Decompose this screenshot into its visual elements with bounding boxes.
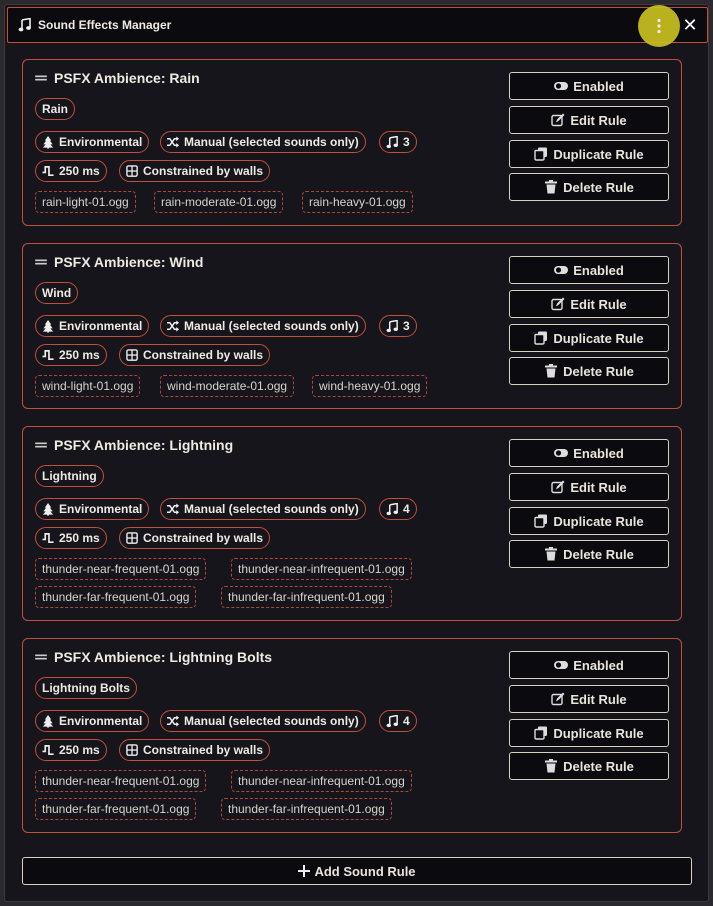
window-title: Sound Effects Manager (38, 18, 172, 32)
enabled-toggle-button[interactable] (509, 72, 669, 100)
rule-title-text: PSFX Ambience: Rain (54, 70, 200, 86)
tag-pill (35, 282, 78, 304)
delay-label: 250 ms (59, 743, 100, 757)
duplicate-rule-button[interactable] (509, 140, 669, 168)
grid-icon (126, 532, 139, 545)
delete-rule-button[interactable] (509, 357, 669, 385)
sound-count-pill (379, 710, 417, 732)
tag-label: Rain (42, 102, 69, 116)
sound-file-chip: rain-heavy-01.ogg (302, 191, 413, 213)
constraint-pill (119, 160, 270, 182)
delete-rule-button[interactable] (509, 540, 669, 568)
sound-rule-card (22, 243, 682, 409)
tag-label: Lightning (42, 469, 97, 483)
edit-rule-label: Edit Rule (570, 296, 627, 312)
duplicate-rule-button[interactable] (509, 507, 669, 535)
delay-pill (35, 527, 107, 549)
copy-icon (534, 147, 548, 161)
sound-count-label: 4 (403, 714, 410, 728)
mode-label: Manual (selected sounds only) (184, 714, 359, 728)
category-label: Environmental (59, 714, 143, 728)
sound-file-chip: rain-light-01.ogg (35, 191, 136, 213)
sound-file-chip: thunder-near-infrequent-01.ogg (231, 770, 412, 792)
tree-icon (42, 320, 55, 333)
edit-icon (551, 297, 565, 311)
toggle-icon (554, 446, 568, 460)
shuffle-icon (167, 136, 180, 149)
plus-icon (298, 865, 310, 877)
copy-icon (534, 331, 548, 345)
vertical-dots-icon (657, 18, 661, 34)
add-sound-rule-label: Add Sound Rule (314, 863, 416, 879)
tag-pill (35, 465, 104, 487)
music-note-icon (386, 503, 399, 516)
tag-label: Lightning Bolts (42, 681, 130, 695)
music-note-icon (386, 320, 399, 333)
category-pill (35, 710, 149, 732)
tree-icon (42, 503, 55, 516)
duplicate-rule-label: Duplicate Rule (553, 330, 644, 346)
mode-pill (160, 131, 366, 153)
delete-rule-button[interactable] (509, 173, 669, 201)
sound-count-pill (379, 131, 417, 153)
trash-icon (544, 364, 558, 378)
pulse-wave-icon (42, 165, 55, 178)
trash-icon (544, 547, 558, 561)
constraint-label: Constrained by walls (143, 348, 264, 362)
close-button[interactable] (680, 16, 700, 36)
rule-title-text: PSFX Ambience: Wind (54, 254, 204, 270)
delete-rule-label: Delete Rule (563, 363, 634, 379)
duplicate-rule-button[interactable] (509, 719, 669, 747)
music-note-icon (386, 715, 399, 728)
tree-icon (42, 715, 55, 728)
duplicate-rule-label: Duplicate Rule (553, 725, 644, 741)
sound-file-chip: wind-light-01.ogg (35, 375, 140, 397)
duplicate-rule-label: Duplicate Rule (553, 513, 644, 529)
category-pill (35, 315, 149, 337)
enabled-label: Enabled (573, 657, 624, 673)
copy-icon (534, 726, 548, 740)
pulse-wave-icon (42, 532, 55, 545)
delete-rule-label: Delete Rule (563, 758, 634, 774)
sound-count-label: 3 (403, 135, 410, 149)
enabled-label: Enabled (573, 262, 624, 278)
pulse-wave-icon (42, 349, 55, 362)
delay-pill (35, 160, 107, 182)
duplicate-rule-label: Duplicate Rule (553, 146, 644, 162)
copy-icon (534, 514, 548, 528)
rule-title-text: PSFX Ambience: Lightning Bolts (54, 649, 273, 665)
constraint-label: Constrained by walls (143, 531, 264, 545)
edit-rule-button[interactable] (509, 290, 669, 318)
constraint-pill (119, 344, 270, 366)
sound-rule-card (22, 426, 682, 621)
edit-rule-button[interactable] (509, 106, 669, 134)
constraint-pill (119, 527, 270, 549)
tree-icon (42, 136, 55, 149)
mode-pill (160, 315, 366, 337)
grid-icon (126, 165, 139, 178)
rule-title[interactable] (34, 70, 200, 86)
enabled-toggle-button[interactable] (509, 256, 669, 284)
enabled-label: Enabled (573, 445, 624, 461)
delete-rule-label: Delete Rule (563, 179, 634, 195)
rule-title-text: PSFX Ambience: Lightning (54, 437, 234, 453)
sound-file-chip: thunder-far-infrequent-01.ogg (221, 586, 392, 608)
sound-file-chip: thunder-far-frequent-01.ogg (35, 586, 196, 608)
sound-count-label: 4 (403, 502, 410, 516)
edit-rule-label: Edit Rule (570, 479, 627, 495)
music-note-icon (18, 18, 32, 32)
category-label: Environmental (59, 319, 143, 333)
sound-rule-card (22, 638, 682, 833)
tag-pill (35, 98, 75, 120)
sound-file-chip: thunder-far-frequent-01.ogg (35, 798, 196, 820)
edit-rule-button[interactable] (509, 685, 669, 713)
edit-rule-label: Edit Rule (570, 112, 627, 128)
shuffle-icon (167, 503, 180, 516)
sound-count-pill (379, 498, 417, 520)
menu-button[interactable] (638, 5, 680, 47)
delay-pill (35, 344, 107, 366)
tag-label: Wind (42, 286, 72, 300)
edit-rule-label: Edit Rule (570, 691, 627, 707)
mode-pill (160, 710, 366, 732)
category-pill (35, 131, 149, 153)
sound-file-chip: wind-moderate-01.ogg (160, 375, 294, 397)
pulse-wave-icon (42, 744, 55, 757)
sound-count-pill (379, 315, 417, 337)
constraint-label: Constrained by walls (143, 743, 264, 757)
mode-label: Manual (selected sounds only) (184, 502, 359, 516)
close-icon: ✕ (682, 15, 698, 36)
sound-effects-manager-window (4, 4, 709, 902)
delay-label: 250 ms (59, 348, 100, 362)
drag-handle-icon[interactable] (34, 73, 48, 83)
drag-handle-icon[interactable] (34, 440, 48, 450)
toggle-icon (554, 658, 568, 672)
duplicate-rule-button[interactable] (509, 324, 669, 352)
drag-handle-icon[interactable] (34, 652, 48, 662)
category-label: Environmental (59, 502, 143, 516)
edit-icon (551, 113, 565, 127)
grid-icon (126, 349, 139, 362)
title-bar[interactable] (7, 7, 708, 43)
rule-title[interactable] (34, 437, 233, 453)
shuffle-icon (167, 320, 180, 333)
rule-title[interactable] (34, 649, 272, 665)
mode-pill (160, 498, 366, 520)
enabled-toggle-button[interactable] (509, 651, 669, 679)
trash-icon (544, 180, 558, 194)
sound-rule-card (22, 59, 682, 226)
delay-label: 250 ms (59, 164, 100, 178)
category-label: Environmental (59, 135, 143, 149)
sound-file-chip: thunder-near-frequent-01.ogg (35, 770, 206, 792)
sound-count-label: 3 (403, 319, 410, 333)
sound-file-chip: wind-heavy-01.ogg (312, 375, 427, 397)
mode-label: Manual (selected sounds only) (184, 319, 359, 333)
sound-file-chip: thunder-near-infrequent-01.ogg (231, 558, 412, 580)
sound-file-chip: rain-moderate-01.ogg (154, 191, 283, 213)
delete-rule-button[interactable] (509, 752, 669, 780)
edit-icon (551, 692, 565, 706)
delete-rule-label: Delete Rule (563, 546, 634, 562)
edit-rule-button[interactable] (509, 473, 669, 501)
mode-label: Manual (selected sounds only) (184, 135, 359, 149)
grid-icon (126, 744, 139, 757)
category-pill (35, 498, 149, 520)
constraint-label: Constrained by walls (143, 164, 264, 178)
trash-icon (544, 759, 558, 773)
delay-pill (35, 739, 107, 761)
drag-handle-icon[interactable] (34, 257, 48, 267)
edit-icon (551, 480, 565, 494)
sound-file-chip: thunder-near-frequent-01.ogg (35, 558, 206, 580)
enabled-label: Enabled (573, 78, 624, 94)
toggle-icon (554, 263, 568, 277)
tag-pill (35, 677, 137, 699)
enabled-toggle-button[interactable] (509, 439, 669, 467)
constraint-pill (119, 739, 270, 761)
delay-label: 250 ms (59, 531, 100, 545)
rule-title[interactable] (34, 254, 203, 270)
sound-file-chip: thunder-far-infrequent-01.ogg (221, 798, 392, 820)
add-sound-rule-button[interactable] (22, 857, 692, 885)
music-note-icon (386, 136, 399, 149)
shuffle-icon (167, 715, 180, 728)
toggle-icon (554, 79, 568, 93)
